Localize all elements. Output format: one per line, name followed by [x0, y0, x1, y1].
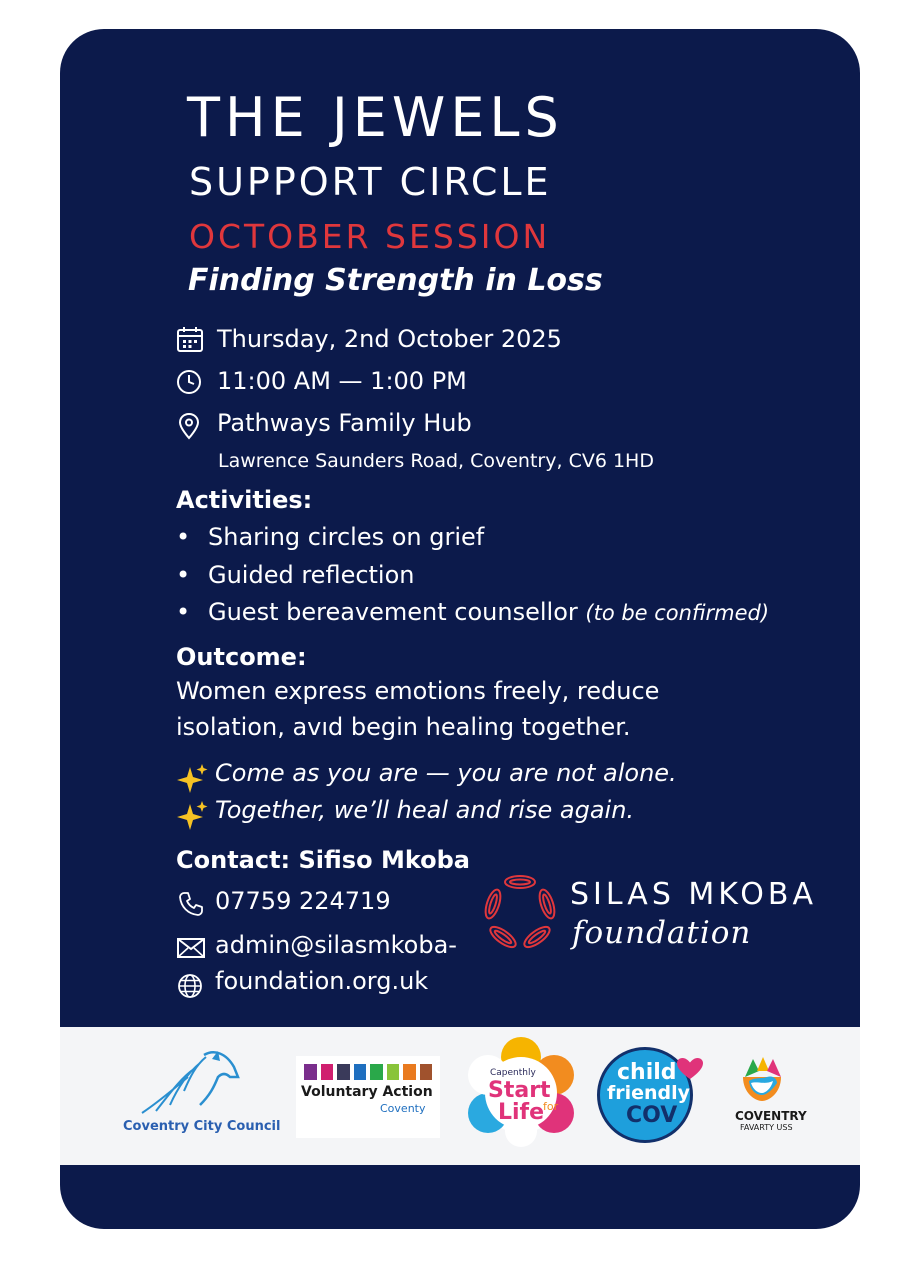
- quote-line: Together, we’ll heal and rise again.: [215, 796, 635, 824]
- session-label: OCTOBER SESSION: [189, 217, 551, 256]
- cf-line1: child: [617, 1060, 677, 1085]
- partner-logos-strip: [60, 1027, 860, 1165]
- outcome-text-line2: isolation, avıd begin healing together.: [176, 713, 631, 741]
- outcome-heading: Outcome:: [176, 643, 307, 671]
- sparkles-icon: [176, 800, 210, 830]
- heart-icon: [676, 1057, 704, 1081]
- sparkles-icon: [176, 763, 210, 793]
- activity-item: • Sharing circles on grief: [176, 523, 485, 551]
- sfl-top: Capenthly: [490, 1068, 536, 1078]
- coventry-hub-logo-icon: [739, 1055, 785, 1103]
- vac-name: Voluntary Action: [301, 1084, 433, 1100]
- contact-email[interactable]: admin@silasmkoba-: [215, 931, 457, 959]
- activity-item: • Guest bereavement counsellor (to be confirmed): [176, 598, 770, 626]
- outcome-text-line1: Women express emotions freely, reduce: [176, 677, 660, 705]
- cf-line3: COV: [626, 1103, 678, 1128]
- vac-color-bars: [304, 1064, 432, 1080]
- horse-logo-icon: [134, 1047, 244, 1119]
- quote-line: Come as you are — you are not alone.: [215, 759, 677, 787]
- sfl-life: Life: [498, 1100, 545, 1125]
- cov-line1: COVENTRY: [735, 1109, 807, 1123]
- council-name: Coventry City Council: [123, 1119, 281, 1134]
- venue-name: Pathways Family Hub: [217, 409, 472, 437]
- cf-line2: friendly: [607, 1082, 691, 1104]
- contact-heading: Contact: Sifiso Mkoba: [176, 846, 470, 874]
- vac-place: Coventy: [380, 1102, 426, 1115]
- session-theme: Finding Strength in Loss: [188, 263, 603, 298]
- foundation-logo-icon: [480, 872, 560, 952]
- activities-heading: Activities:: [176, 486, 313, 514]
- contact-phone[interactable]: 07759 224719: [215, 887, 391, 915]
- activity-item: • Guided reflection: [176, 561, 415, 589]
- flyer-subtitle: SUPPORT CIRCLE: [189, 160, 552, 204]
- calendar-icon: [176, 325, 204, 353]
- phone-icon: [178, 891, 204, 917]
- event-time: 11:00 AM — 1:00 PM: [217, 367, 467, 395]
- flyer-title: THE JEWELS: [187, 86, 564, 149]
- sfl-for: for: [543, 1100, 559, 1113]
- venue-address: Lawrence Saunders Road, Coventry, CV6 1HD: [218, 450, 654, 472]
- foundation-name: SILAS MKOBA: [570, 877, 818, 912]
- vac-logo: [296, 1056, 440, 1138]
- mail-icon: [177, 938, 205, 958]
- location-pin-icon: [178, 412, 200, 440]
- event-date: Thursday, 2nd October 2025: [217, 325, 562, 353]
- foundation-tagline: foundation: [572, 915, 752, 951]
- cov-line2: FAVARTY USS: [740, 1123, 793, 1132]
- globe-icon: [177, 973, 203, 999]
- clock-icon: [176, 369, 202, 395]
- activity-note: (to be confirmed): [585, 601, 770, 625]
- sfl-start: Start: [488, 1078, 551, 1103]
- contact-website[interactable]: foundation.org.uk: [215, 967, 429, 995]
- flyer-card: [60, 29, 860, 1229]
